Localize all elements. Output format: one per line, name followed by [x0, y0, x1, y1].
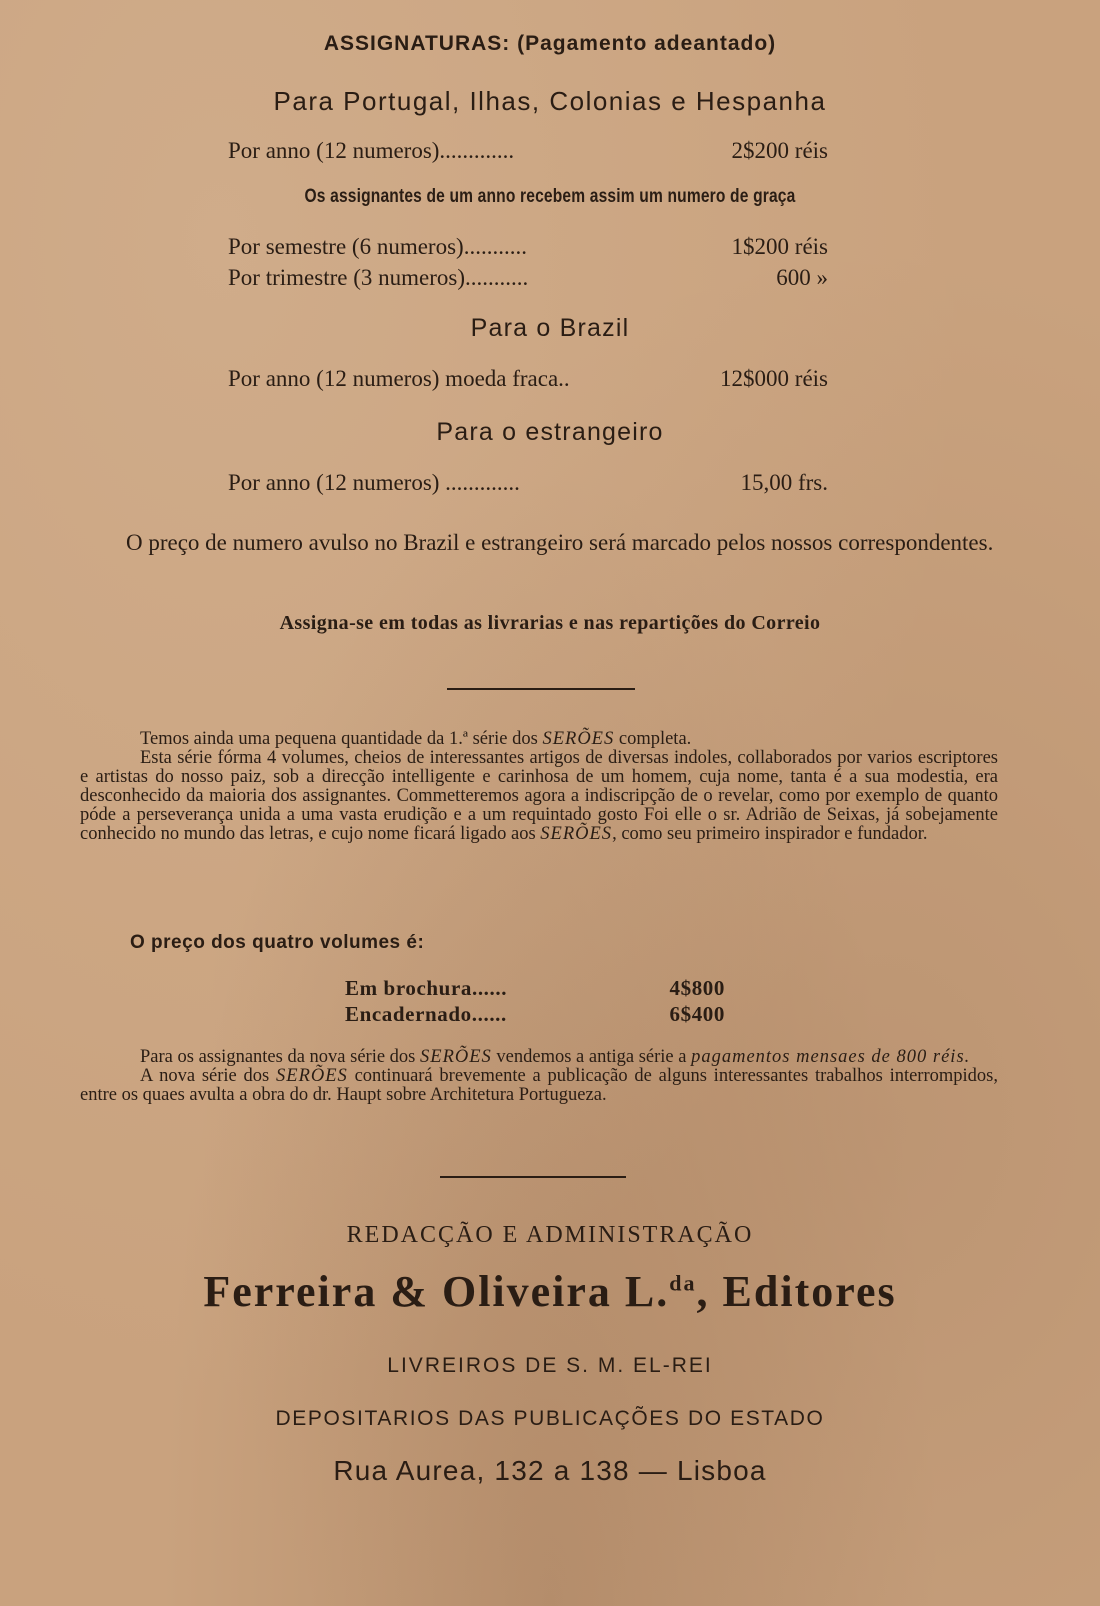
price-label: Encadernado...... — [345, 1002, 507, 1026]
free-issue-notice: Os assignantes de um anno recebem assim um numero de graça — [304, 186, 796, 207]
seroes-title: SERÕES — [420, 1047, 492, 1067]
price-label: Em brochura...... — [345, 976, 508, 1000]
address: Rua Aurea, 132 a 138 — Lisboa — [333, 1455, 767, 1486]
redaccao-heading: REDACÇÃO E ADMINISTRAÇÃO — [346, 1222, 754, 1248]
royal-booksellers: LIVREIROS DE S. M. EL-REI — [387, 1354, 713, 1377]
subscriptions-heading: ASSIGNATURAS: (Pagamento adeantado) — [323, 32, 777, 55]
price-label: Por semestre (6 numeros)........... — [228, 234, 527, 259]
publisher-text: , Editores — [696, 1267, 897, 1316]
state-depositaries: DEPOSITARIOS DAS PUBLICAÇÕES DO ESTADO — [275, 1407, 825, 1430]
publisher-text: Ferreira & Oliveira L. — [203, 1267, 670, 1316]
price-value: 12$000 réis — [720, 366, 828, 391]
price-label: Por anno (12 numeros) moeda fraca.. — [228, 366, 570, 391]
divider — [440, 1176, 626, 1178]
text: Esta série fórma 4 volumes, cheios de interessantes artigos de diversas indoles, collaborados por varios escriptores e artistas do nosso paiz, sob a direcção intelligente e carinhosa de um homem, cuja nome, tanta é a sua modestia, era desconhecido da maioria dos assignantes. Commetteremos agora a indiscripção de o revelar, como por exemplo de quanto póde a perseverança unida a uma vasta erudição e a um requintado gosto Foi elle o sr. Adrião de Seixas, já sobejamente conhecido no mundo das letras, e cujo nome ficará ligado aos — [80, 748, 998, 844]
text: vendemos a antiga série a — [491, 1047, 692, 1067]
portugal-heading: Para Portugal, Ilhas, Colonias e Hespanha — [273, 86, 827, 116]
price-value: 2$200 réis — [731, 138, 828, 163]
foreign-heading: Para o estrangeiro — [436, 418, 664, 446]
new-series-offer — [80, 1048, 998, 1067]
first-series-line — [80, 730, 998, 749]
single-issue-paragraph: O preço de numero avulso no Brazil e estrangeiro será marcado pelos nossos correspondentes. — [126, 530, 994, 555]
text: continuará brevemente a publicação de alguns interessantes trabalhos interrompidos, entre os quaes avulta a obra do dr. Haupt sobre Architetura Portugueza. — [80, 1066, 998, 1105]
price-label: Por trimestre (3 numeros)........... — [228, 265, 529, 290]
price-label: Por anno (12 numeros) ............. — [228, 470, 520, 495]
seroes-title: SERÕES — [542, 729, 615, 749]
installment-text: pagamentos mensaes de 800 réis. — [691, 1047, 971, 1067]
first-series-body — [80, 749, 998, 844]
divider — [447, 688, 635, 690]
new-series-paragraph — [80, 1048, 998, 1105]
volumes-price-heading: O preço dos quatro volumes é: — [130, 932, 425, 953]
where-to-subscribe: Assigna-se em todas as livrarias e nas repartições do Correio — [279, 612, 821, 634]
seroes-title: SERÕES — [276, 1066, 348, 1086]
text: completa. — [614, 729, 692, 749]
publisher-sup: da — [669, 1270, 697, 1296]
first-series-paragraph — [80, 730, 998, 844]
brazil-heading: Para o Brazil — [470, 314, 630, 342]
text: Temos ainda uma pequena quantidade da 1.ª série dos — [140, 729, 543, 749]
new-series-continuation — [80, 1067, 998, 1105]
price-value: 600 » — [776, 265, 828, 290]
text: A nova série dos — [140, 1066, 277, 1086]
price-value: 4$800 — [669, 976, 725, 1000]
publisher-name — [0, 1266, 1100, 1317]
price-value: 15,00 frs. — [740, 470, 828, 495]
price-value: 6$400 — [669, 1002, 725, 1026]
price-value: 1$200 réis — [731, 234, 828, 259]
seroes-title: SERÕES — [540, 824, 613, 844]
price-label: Por anno (12 numeros)............. — [228, 138, 515, 163]
text: , como seu primeiro inspirador e fundador. — [612, 824, 928, 844]
text: Para os assignantes da nova série dos — [140, 1047, 421, 1067]
